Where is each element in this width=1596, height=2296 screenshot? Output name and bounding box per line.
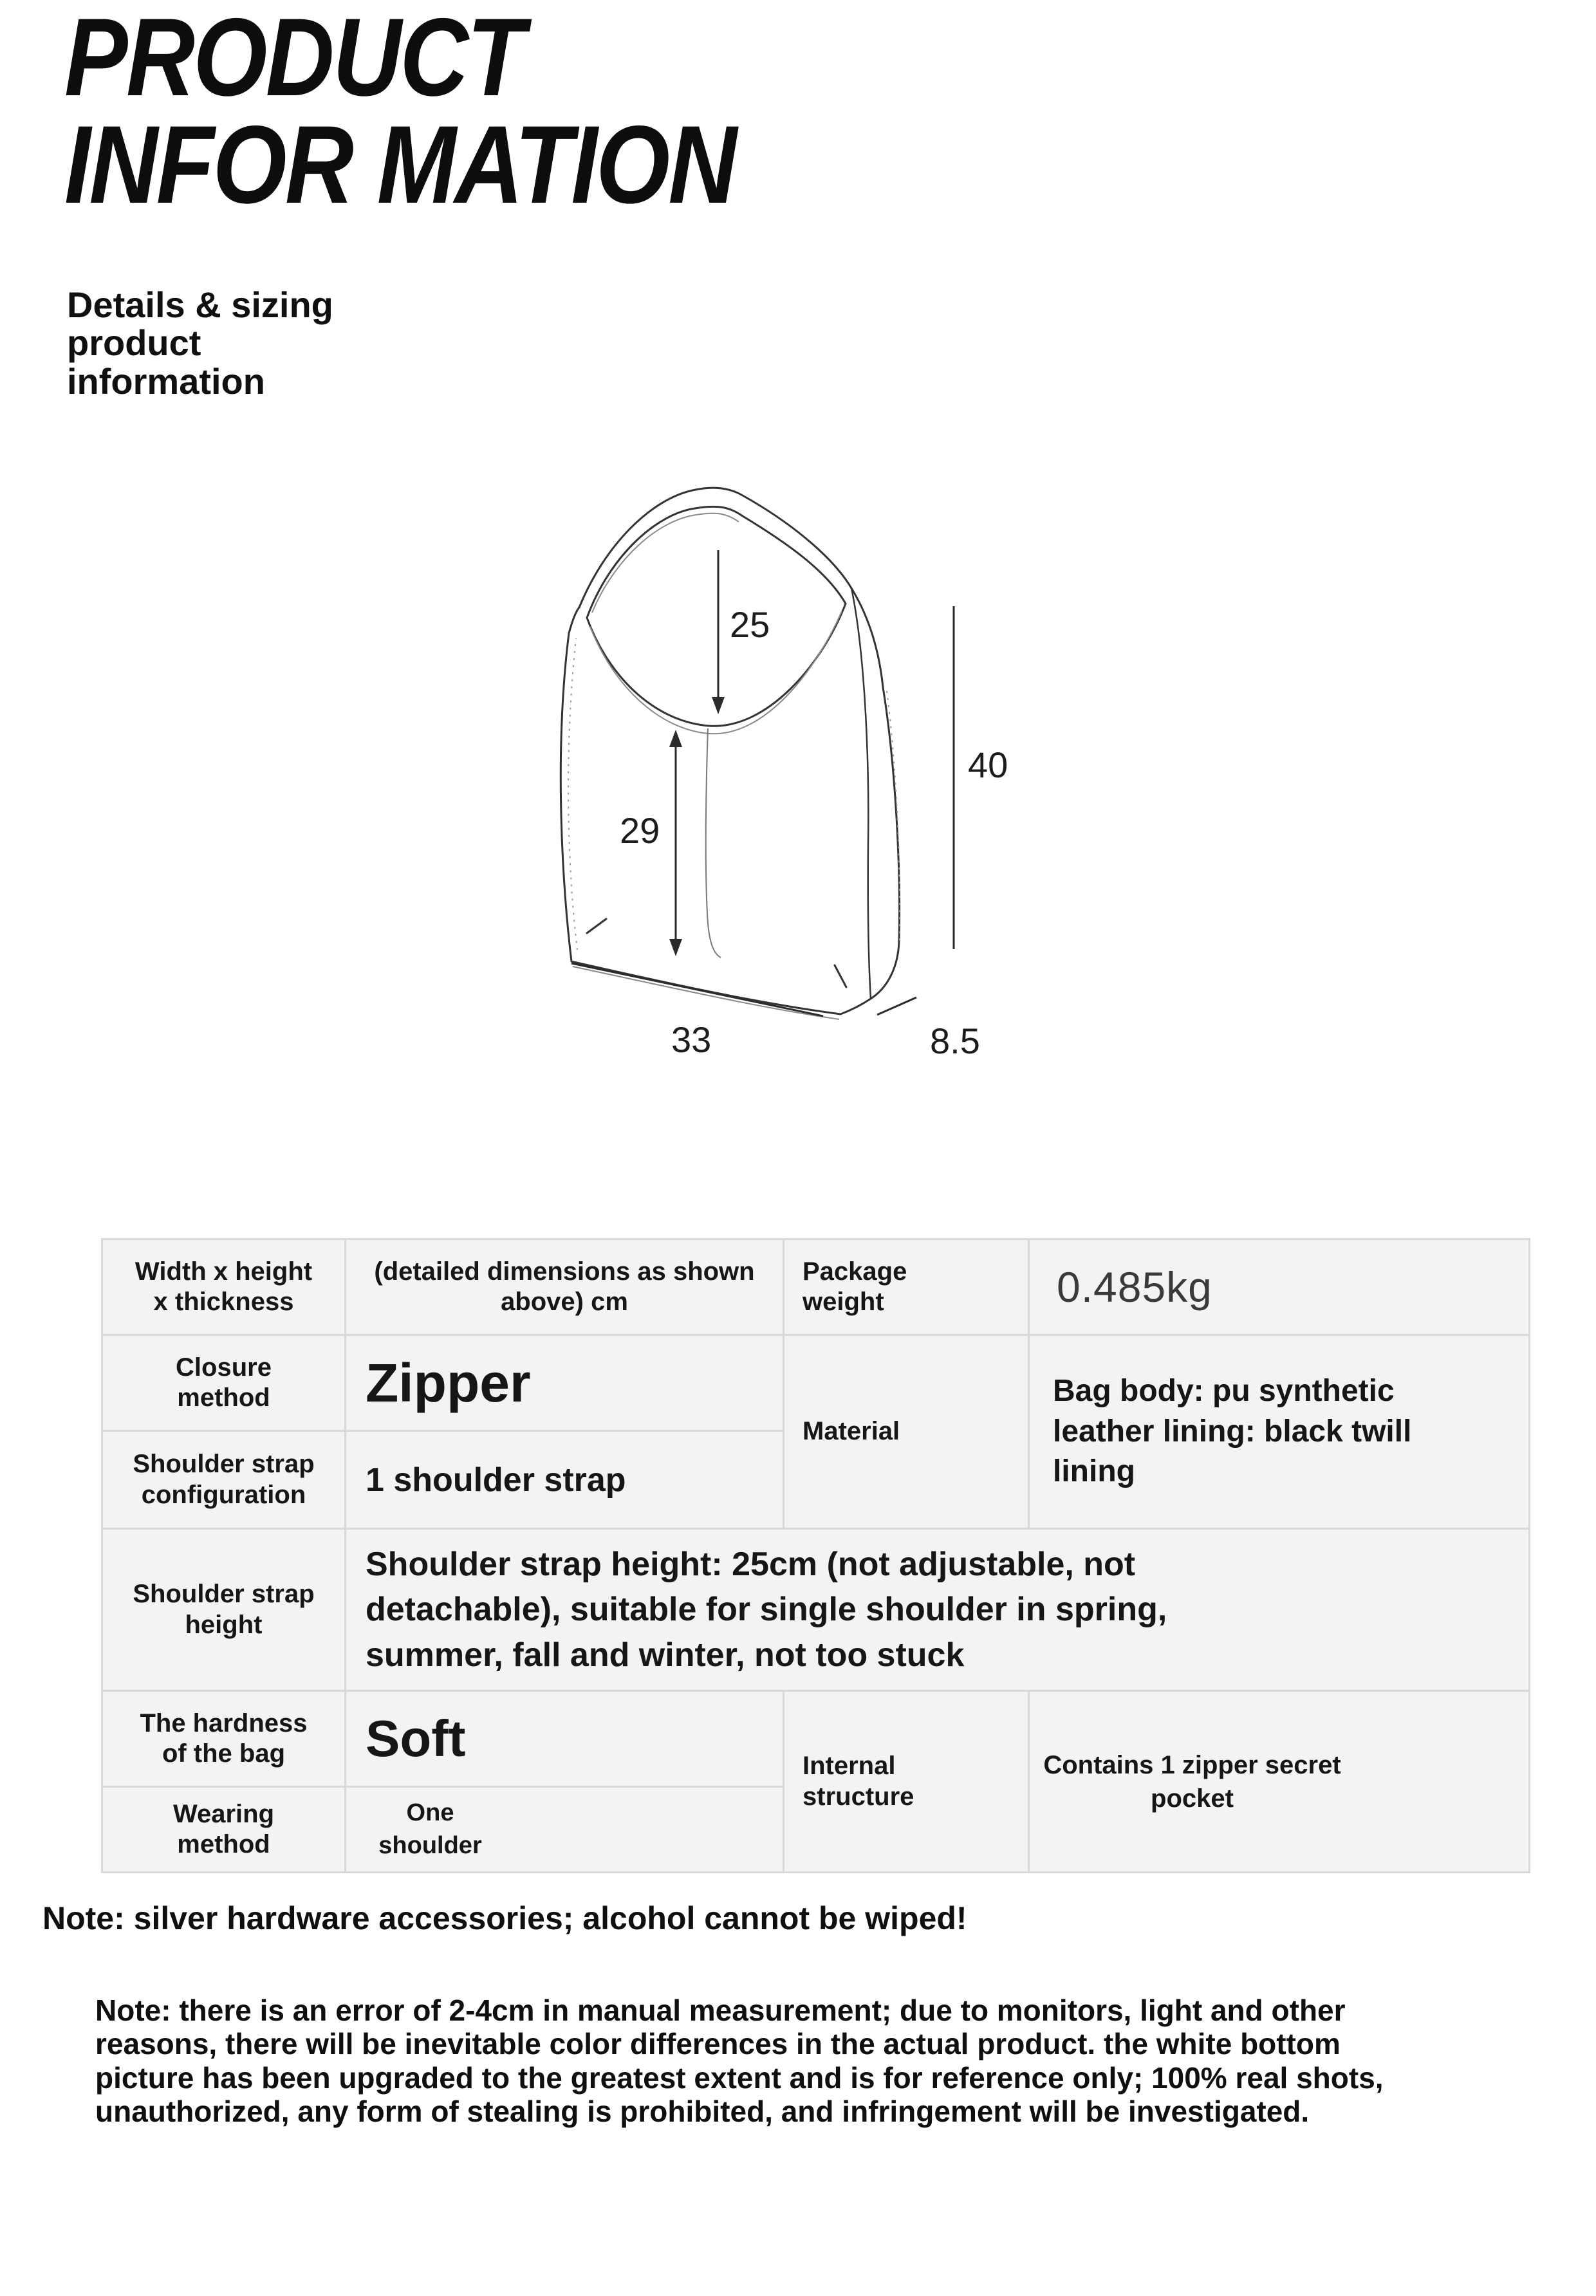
spec-label-strap-height: Shoulder strap height [103, 1530, 344, 1690]
spec-value-internal-structure: Contains 1 zipper secret pocket [1030, 1692, 1528, 1871]
dimension-label-total-height: 40 [968, 745, 1008, 785]
page-title: PRODUCT INFOR MATION [64, 0, 736, 227]
dimension-label-width: 33 [671, 1019, 712, 1060]
bag-stitching [568, 638, 900, 950]
spec-value-hardness: Soft [346, 1692, 783, 1786]
spec-value-material: Bag body: pu synthetic leather lining: black twill lining [1030, 1336, 1528, 1528]
spec-label-package-weight: Package weight [784, 1240, 1028, 1334]
spec-label-material: Material [784, 1336, 1028, 1528]
spec-value-dimensions: (detailed dimensions as shown above) cm [346, 1240, 783, 1334]
spec-label-strap-configuration: Shoulder strap configuration [103, 1432, 344, 1528]
spec-label-internal-structure: Internal structure [784, 1692, 1028, 1871]
bag-seam-lines [573, 514, 842, 1019]
dimension-label-body-height: 29 [620, 810, 660, 851]
note-hardware: Note: silver hardware accessories; alcohol cannot be wiped! [42, 1900, 967, 1936]
spec-label-wearing-method: Wearing method [103, 1788, 344, 1871]
bag-dimensions-diagram [515, 476, 1094, 1120]
spec-label-dimensions: Width x height x thickness [103, 1240, 344, 1334]
spec-value-wearing-method-text: One shoulder [378, 1799, 482, 1859]
page-subtitle: Details & sizing product information [67, 284, 333, 402]
spec-label-closure-method: Closure method [103, 1336, 344, 1430]
dimension-label-strap-drop: 25 [730, 604, 770, 645]
spec-value-package-weight: 0.485kg [1030, 1240, 1528, 1334]
note-disclaimer: Note: there is an error of 2-4cm in manual measurement; due to monitors, light and other reasons, there will be inevitable color differences in the actual product. the white bottom picture has been upgraded to the greatest extent and is for reference only; 100% real shots, unauthorized, any form of stealing is prohibited, and infringement will be investigated. [95, 1994, 1384, 2129]
spec-value-strap-height: Shoulder strap height: 25cm (not adjustable, not detachable), suitable for single shoulder in spring, summer, fall and winter, not too stuck [346, 1530, 1528, 1690]
spec-value-closure-method: Zipper [346, 1336, 783, 1430]
spec-value-strap-configuration: 1 shoulder strap [346, 1432, 783, 1528]
spec-table [101, 1238, 1530, 1873]
dimension-label-depth: 8.5 [930, 1021, 980, 1061]
spec-label-hardness: The hardness of the bag [103, 1692, 344, 1786]
spec-value-wearing-method [346, 1788, 783, 1871]
bag-outline [561, 488, 899, 1014]
